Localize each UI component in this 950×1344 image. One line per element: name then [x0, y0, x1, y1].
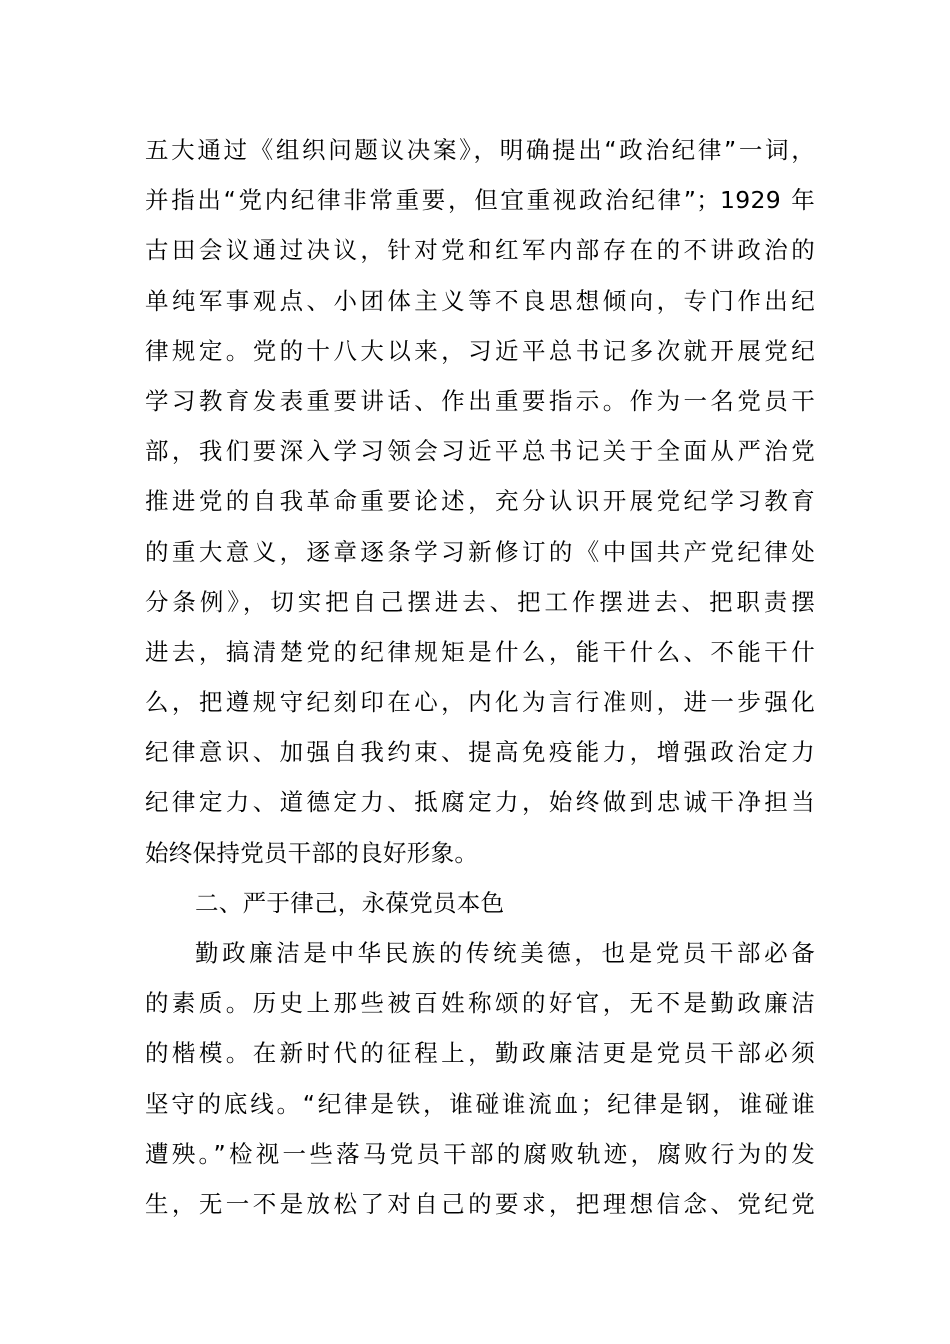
text-line: 律规定。党的十八大以来，习近平总书记多次就开展党纪 — [145, 336, 815, 365]
paragraph-2 — [145, 928, 815, 1229]
section-heading: 二、严于律己，永葆党员本色 — [195, 888, 505, 917]
text-line: 生，无一不是放松了对自己的要求，把理想信念、党纪党 — [145, 1189, 815, 1218]
text-line: 的素质。历史上那些被百姓称颂的好官，无不是勤政廉洁 — [145, 989, 815, 1018]
text-line: 单纯军事观点、小团体主义等不良思想倾向，专门作出纪 — [145, 286, 815, 315]
text-line: 学习教育发表重要讲话、作出重要指示。作为一名党员干 — [145, 386, 815, 415]
text-line: 分条例》，切实把自己摆进去、把工作摆进去、把职责摆 — [145, 587, 815, 616]
text-line: 纪律意识、加强自我约束、提高免疫能力，增强政治定力 — [145, 738, 815, 767]
text-line: 的重大意义，逐章逐条学习新修订的《中国共产党纪律处 — [145, 537, 815, 566]
body-text — [145, 125, 815, 1229]
text-line: 部，我们要深入学习领会习近平总书记关于全面从严治党 — [145, 437, 815, 466]
text-line: 五大通过《组织问题议决案》，明确提出“政治纪律”一词， — [145, 136, 815, 164]
text-line: 坚守的底线。“纪律是铁，谁碰谁流血；纪律是钢，谁碰谁 — [145, 1089, 815, 1118]
text-line: 纪律定力、道德定力、抵腐定力，始终做到忠诚干净担当 — [145, 788, 815, 817]
text-line: 并指出“党内纪律非常重要，但宜重视政治纪律”；1929 年 — [145, 186, 815, 215]
text-line: 遭殃。”检视一些落马党员干部的腐败轨迹，腐败行为的发 — [145, 1139, 815, 1168]
text-line: 进去，搞清楚党的纪律规矩是什么，能干什么、不能干什 — [145, 637, 815, 666]
text-line: 的楷模。在新时代的征程上，勤政廉洁更是党员干部必须 — [145, 1039, 815, 1068]
text-line-last: 始终保持党员干部的良好形象。 — [145, 838, 479, 867]
paragraph-1 — [145, 125, 815, 878]
text-line: 么，把遵规守纪刻印在心，内化为言行准则，进一步强化 — [145, 688, 815, 717]
text-line: 古田会议通过决议，针对党和红军内部存在的不讲政治的 — [145, 236, 815, 265]
text-line-first: 勤政廉洁是中华民族的传统美德，也是党员干部必备 — [195, 939, 815, 967]
text-line: 推进党的自我革命重要论述，充分认识开展党纪学习教育 — [145, 487, 815, 516]
